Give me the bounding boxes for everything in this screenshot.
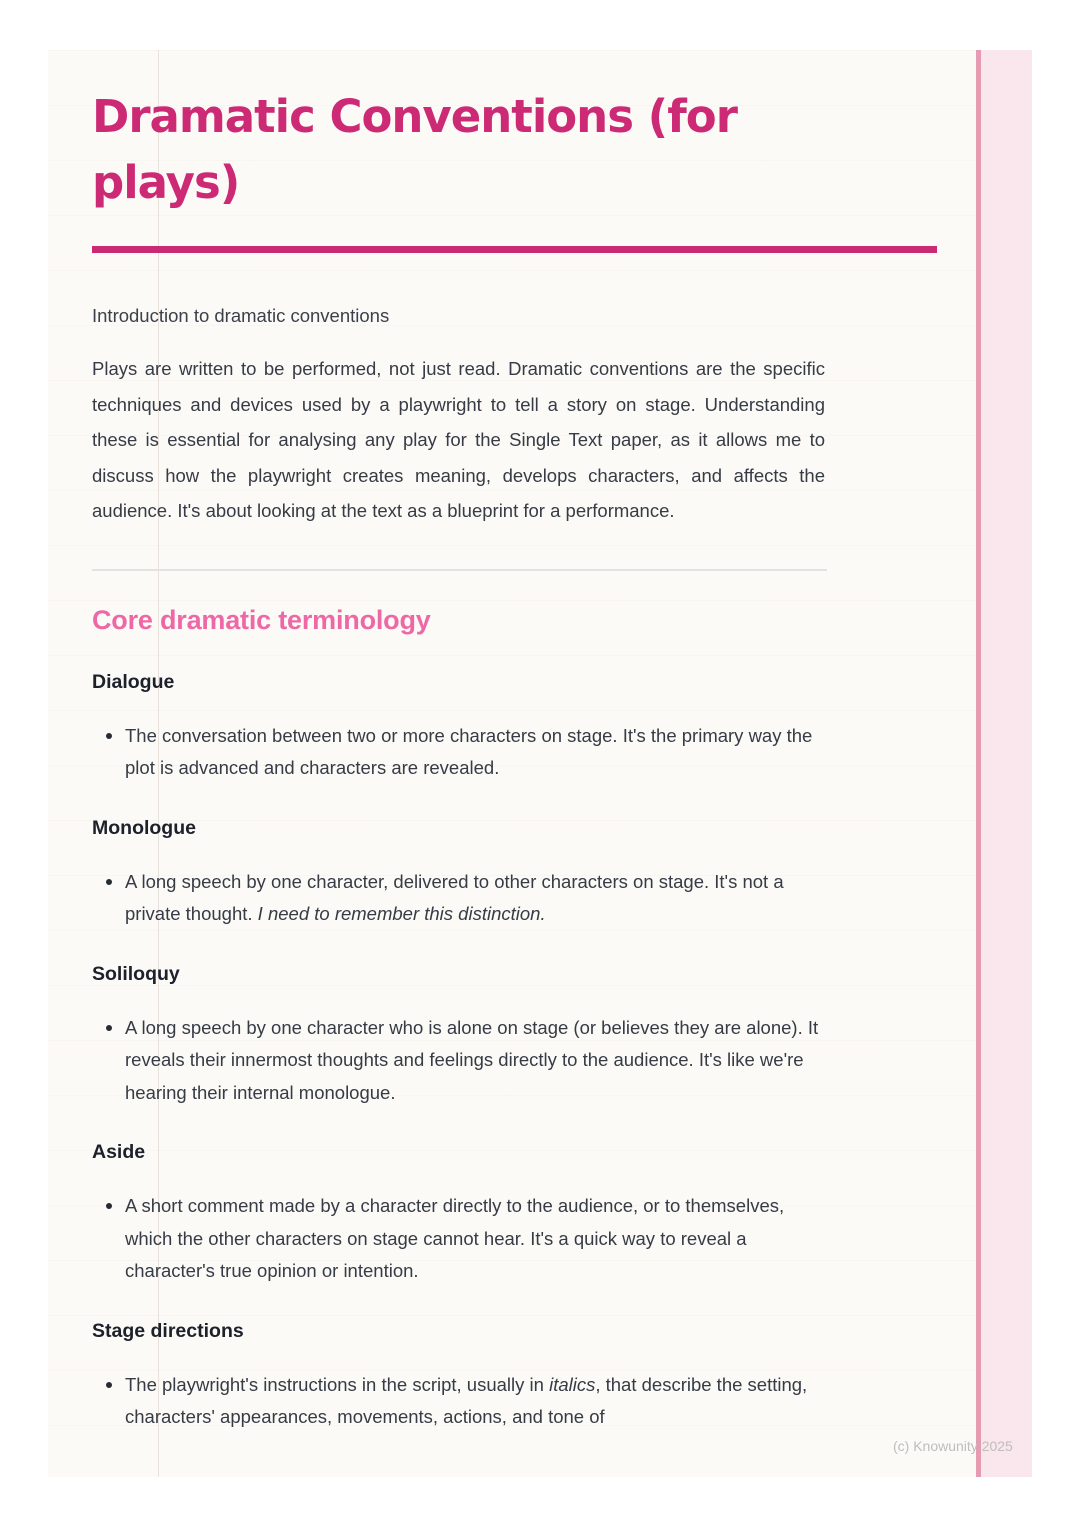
term-bullet: The playwright's instructions in the script, usually in italics, that describe the setting, characters' appearances, movements, actions, and tone of bbox=[92, 1369, 830, 1434]
intro-label: Introduction to dramatic conventions bbox=[92, 305, 390, 326]
term-bullet-list bbox=[92, 866, 937, 931]
term-section-dialogue bbox=[92, 669, 937, 785]
term-bullet: A short comment made by a character directly to the audience, or to themselves, which the other characters on stage cannot hear. It's a quick way to reveal a character's true opinion or intention. bbox=[92, 1190, 830, 1288]
term-bullet: The conversation between two or more characters on stage. It's the primary way the plot is advanced and characters are revealed. bbox=[92, 720, 830, 785]
term-section-stage-directions bbox=[92, 1318, 937, 1434]
document-content bbox=[92, 50, 937, 1434]
term-bullet-list bbox=[92, 1369, 937, 1434]
term-section-aside bbox=[92, 1139, 937, 1288]
term-bullet-list bbox=[92, 1012, 937, 1110]
term-section-monologue bbox=[92, 815, 937, 931]
page-title: Dramatic Conventions (for plays) bbox=[92, 90, 737, 209]
section-divider bbox=[92, 569, 827, 571]
term-bullet: A long speech by one character who is alone on stage (or believes they are alone). It reveals their innermost thoughts and feelings directly to the audience. It's like we're hearing their internal monologue. bbox=[92, 1012, 830, 1110]
term-heading: Aside bbox=[92, 1141, 146, 1163]
term-section-soliloquy bbox=[92, 961, 937, 1110]
term-bullet-list bbox=[92, 720, 937, 785]
intro-paragraph: Plays are written to be performed, not just read. Dramatic conventions are the specific techniques and devices used by a playwright to tell a story on stage. Understanding these is essential for analysing any play for the Single Text paper, as it allows me to discuss how the playwright creates meaning, develops characters, and affects the audience. It's about looking at the text as a blueprint for a performance. bbox=[92, 358, 825, 521]
term-heading: Monologue bbox=[92, 816, 196, 839]
term-bullet: A long speech by one character, delivered to other characters on stage. It's not a private thought. I need to remember this distinction. bbox=[92, 866, 830, 931]
document-page bbox=[48, 50, 1032, 1477]
title-underline-rule bbox=[92, 246, 937, 253]
term-heading: Dialogue bbox=[92, 670, 175, 693]
section-heading: Core dramatic terminology bbox=[92, 604, 431, 635]
term-bullet-list bbox=[92, 1190, 937, 1288]
term-heading: Stage directions bbox=[92, 1319, 244, 1342]
term-heading: Soliloquy bbox=[92, 962, 180, 985]
watermark: (c) Knowunity 2025 bbox=[893, 1438, 1013, 1454]
right-stripe-band bbox=[981, 50, 1032, 1477]
